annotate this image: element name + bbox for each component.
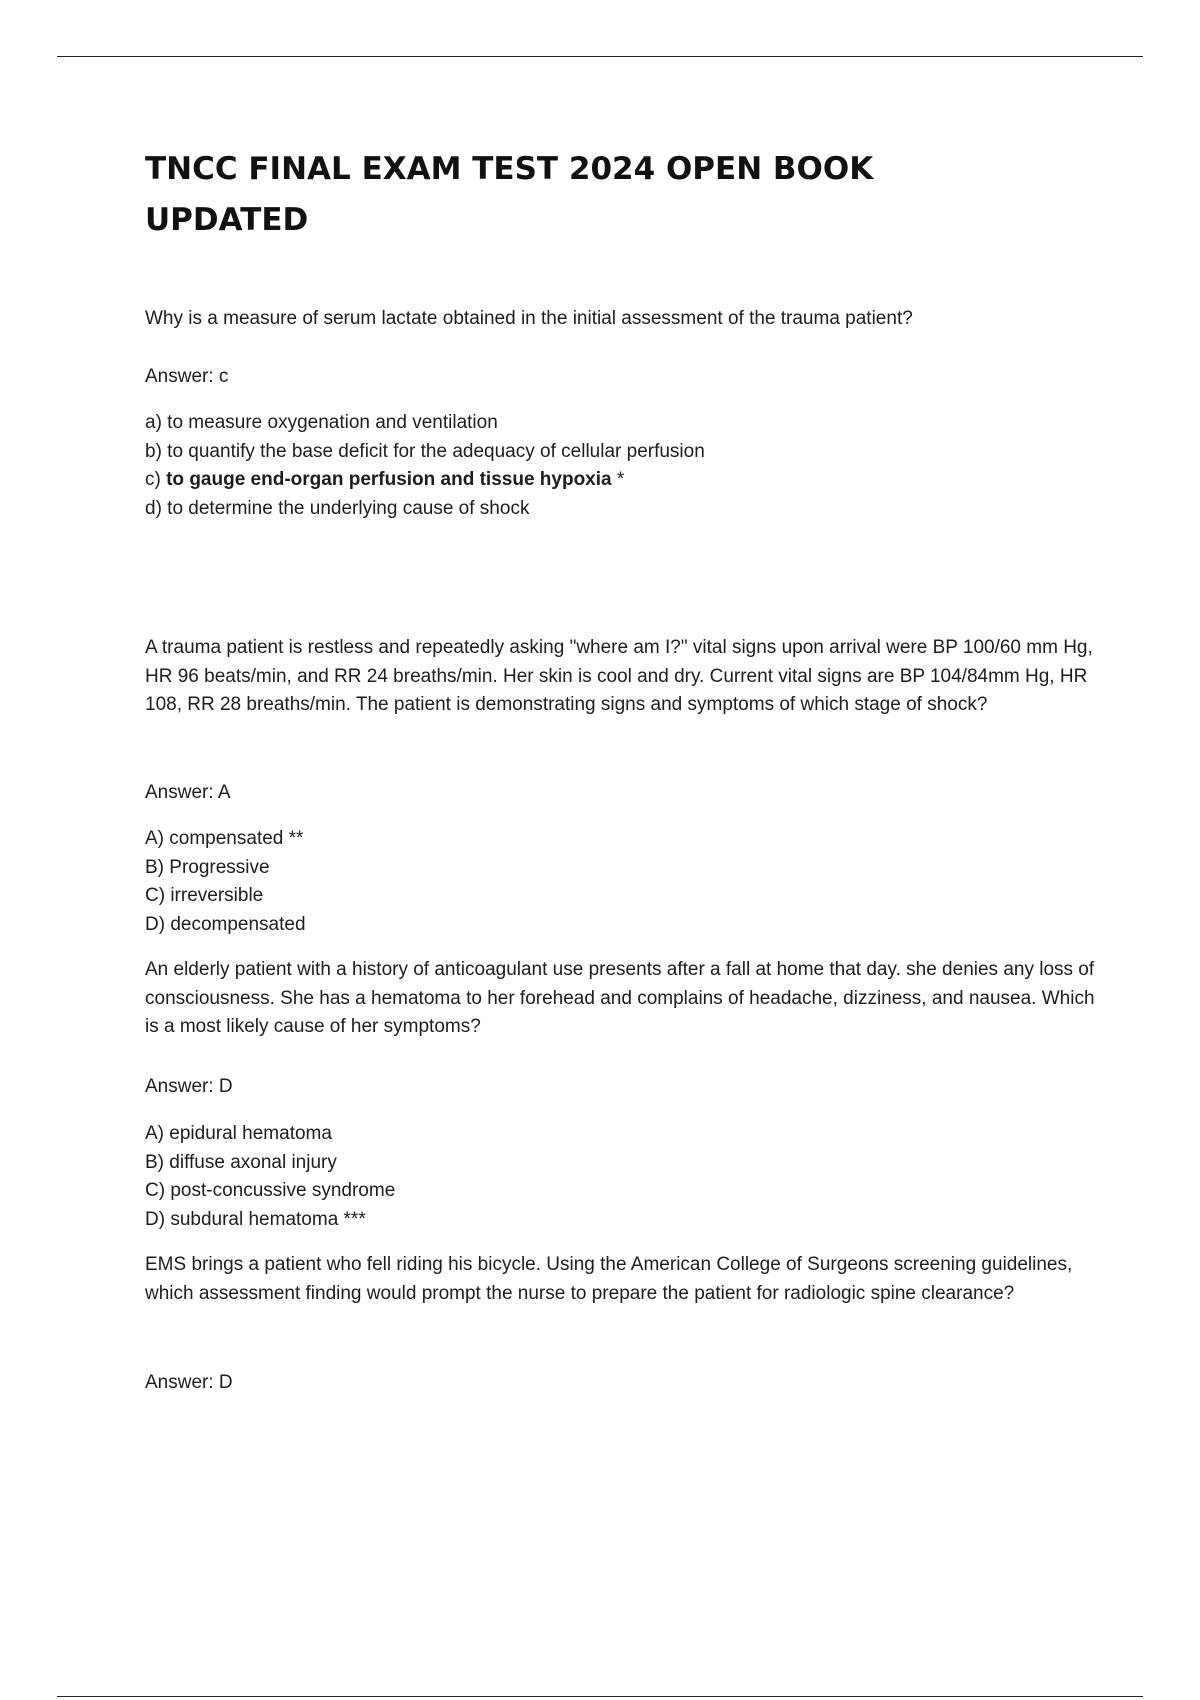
question-text: A trauma patient is restless and repeatedly asking "where am I?" vital signs upon arrival were BP 100/60 mm Hg, HR 96 beats/min, and RR 24 breaths/min. Her skin is cool and dry. Current vital signs are BP 104/84mm Hg, HR 108, RR 28 breaths/min. The patient is demonstrating signs and symptoms of which stage of shock? bbox=[145, 637, 1093, 715]
option-c-correct bbox=[145, 466, 1095, 495]
answer-label: Answer: D bbox=[145, 1372, 233, 1393]
option-d: d) to determine the underlying cause of shock bbox=[145, 497, 530, 519]
option-d: D) subdural hematoma *** bbox=[145, 1208, 366, 1230]
question-2-answer bbox=[145, 779, 1095, 808]
option-a: A) epidural hematoma bbox=[145, 1123, 332, 1144]
question-text: Why is a measure of serum lactate obtained in the initial assessment of the trauma patient? bbox=[145, 308, 913, 329]
question-2-options bbox=[145, 825, 1095, 939]
question-4-text bbox=[145, 1251, 1095, 1308]
question-1-options bbox=[145, 409, 1095, 523]
question-4-answer bbox=[145, 1369, 1095, 1398]
question-3-answer bbox=[145, 1073, 1095, 1102]
top-divider bbox=[57, 56, 1143, 57]
question-2-text bbox=[145, 634, 1095, 720]
page-title: TNCC FINAL EXAM TEST 2024 OPEN BOOK UPDATED bbox=[145, 151, 874, 238]
answer-label: Answer: c bbox=[145, 366, 229, 387]
question-3-options bbox=[145, 1120, 1095, 1234]
option-c: C) post-concussive syndrome bbox=[145, 1180, 396, 1201]
option-body: to gauge end-organ perfusion and tissue hypoxia bbox=[166, 469, 612, 490]
question-text: An elderly patient with a history of anticoagulant use presents after a fall at home that day. she denies any loss of consciousness. She has a hematoma to her forehead and complains of headache, dizziness, and nausea. Which is a most likely cause of her symptoms? bbox=[145, 959, 1095, 1037]
question-1-answer bbox=[145, 363, 1095, 392]
bottom-divider bbox=[57, 1696, 1143, 1697]
option-b: b) to quantify the base deficit for the adequacy of cellular perfusion bbox=[145, 440, 705, 462]
answer-label: Answer: A bbox=[145, 782, 231, 803]
option-c: C) irreversible bbox=[145, 885, 264, 906]
option-b: B) diffuse axonal injury bbox=[145, 1151, 337, 1173]
option-d: D) decompensated bbox=[145, 913, 306, 935]
question-3-text bbox=[145, 956, 1095, 1042]
question-text: EMS brings a patient who fell riding his bicycle. Using the American College of Surgeons screening guidelines, which assessment finding would prompt the nurse to prepare the patient for radiologic spine clearance? bbox=[145, 1254, 1073, 1304]
option-b: B) Progressive bbox=[145, 856, 270, 878]
question-1-text bbox=[145, 305, 1095, 334]
answer-label: Answer: D bbox=[145, 1076, 233, 1097]
option-a: A) compensated ** bbox=[145, 828, 304, 849]
correct-marker: * bbox=[611, 469, 625, 490]
option-prefix: c) bbox=[145, 469, 167, 490]
option-a: a) to measure oxygenation and ventilation bbox=[145, 412, 498, 433]
